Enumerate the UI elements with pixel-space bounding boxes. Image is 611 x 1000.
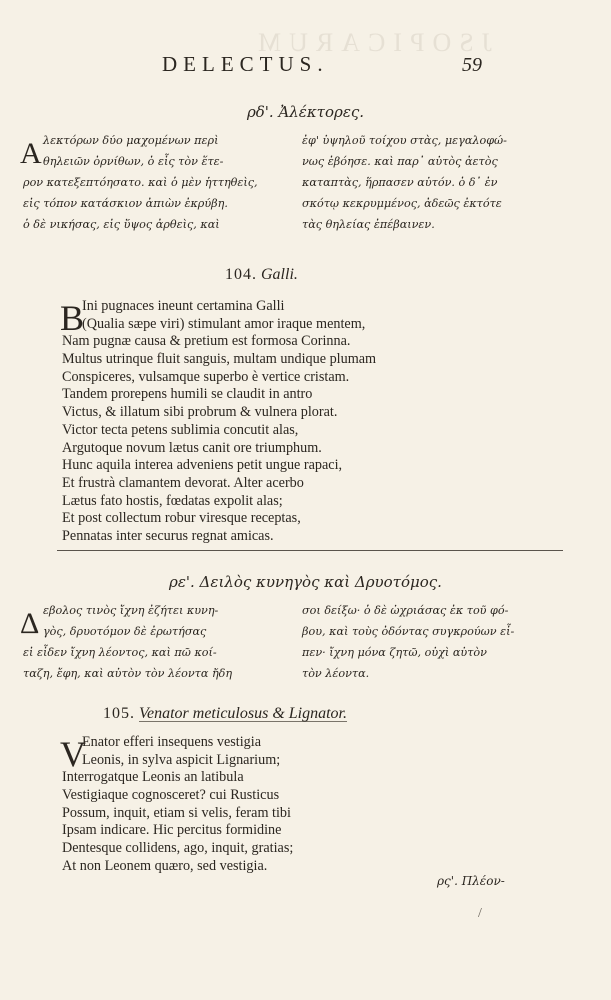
verse-line: Leonis, in sylva aspicit Lignarium; (82, 751, 281, 768)
greek-line: λεκτόρων δύο μαχομένων περὶ (43, 134, 219, 147)
verse-line: At non Leonem quæro, sed vestigia. (62, 857, 268, 874)
greek-dropcap-alpha: Α (20, 137, 42, 170)
verse-line: Enator efferi insequens vestigia (82, 734, 261, 750)
verse-line: Vestigiaque cognosceret? cui Rusticus (62, 787, 280, 804)
verse-line: Victor tecta petens sublimia concutit alas, (62, 421, 299, 438)
verse-line: Victus, & illatum sibi probrum & vulnera plorat. (62, 404, 338, 421)
greek-line: θηλειῶν ὀρνίθων, ὁ εἷς τὸν ἕτε- (43, 155, 224, 168)
verse-line: Interrogatque Leonis an latibula (62, 769, 244, 786)
greek-line: γὸς, δρυοτόμον δὲ ἐρωτήσας (43, 625, 207, 638)
section-divider (57, 550, 563, 551)
verse-line: Conspiceres, vulsamque superbo è vertice cristam. (62, 368, 350, 385)
greek-heading-104: ρδ'. Ἀλέκτορες. (246, 103, 365, 121)
verse-line: Multus utrinque fluit sanguis, multam undique plumam (62, 351, 377, 368)
greek-line: σοι δείξω· ὁ δὲ ὠχριάσας ἐκ τοῦ φό- (302, 604, 509, 617)
greek-line: εἰς τόπον κατάσκιον ἀπιὼν ἐκρύβη. (23, 197, 228, 210)
greek-line: ρον κατεξεπτόησατο. καὶ ὁ μὲν ἡττηθεὶς, (23, 176, 258, 189)
verse-line: Pennatas inter securus regnat amicas. (62, 527, 274, 544)
fable-number: 104. (225, 266, 257, 283)
greek-text-left-105 (23, 600, 233, 684)
greek-line: εβολος τινὸς ἴχνη ἐζήτει κυνη- (43, 604, 219, 617)
greek-text-left-104 (23, 130, 258, 235)
verse-line: Et post collectum robur viresque receptas, (62, 510, 301, 527)
greek-line: ἐφ' ὑψηλοῦ τοίχου στὰς, μεγαλοφώ- (302, 134, 507, 147)
page-number: 59 (462, 54, 482, 76)
latin-verses-105 (62, 734, 293, 876)
pen-mark: / (478, 906, 482, 921)
verse-line: (Qualia sæpe viri) stimulant amor iraque mentem, (82, 315, 366, 332)
greek-line: βου, καὶ τοὺς ὀδόντας συγκρούων εἶ- (302, 625, 515, 638)
verse-line: Ini pugnaces ineunt certamina Galli (82, 298, 285, 314)
greek-line: ὁ δὲ νικήσας, εἰς ὕψος ἀρθεὶς, καὶ (23, 218, 220, 231)
verse-line: Ipsam indicare. Hic percitus formidine (62, 822, 282, 839)
greek-line: τὸν λέοντα. (302, 667, 370, 680)
verse-line: Hunc aquila interea adveniens petit ungue rapaci, (62, 457, 343, 474)
show-through-text: JSOPICARUM (250, 28, 492, 57)
verse-line: Nam pugnæ causa & pretium est formosa Corinna. (62, 333, 351, 350)
greek-line: σκότῳ κεκρυμμένος, ἀδεῶς ἐκτότε (302, 197, 502, 210)
fable-title-104 (225, 266, 298, 284)
running-title: DELECTUS. (162, 52, 329, 76)
catchword: ρς'. Πλέον- (437, 874, 505, 888)
greek-line: εἰ εἶδεν ἴχνη λέοντος, καὶ πῶ κοί- (23, 646, 217, 659)
greek-line: πεν· ἴχνη μόνα ζητῶ, οὐχὶ αὐτὸν (302, 646, 487, 659)
greek-dropcap-delta: Δ (20, 607, 40, 640)
verse-line: Et frustrà clamantem devorat. Alter acerbo (62, 474, 304, 491)
verse-line: Possum, inquit, etiam si velis, feram tibi (62, 804, 291, 821)
verse-line: Lætus fato hostis, fœdatas expolit alas; (62, 492, 283, 509)
greek-text-right-104 (302, 130, 507, 235)
greek-line: καταπτὰς, ἥρπασεν αὐτόν. ὁ δ᾽ ἐν (302, 176, 498, 189)
verse-line: Dentesque collidens, ago, inquit, gratias; (62, 840, 294, 857)
fable-title-105 (103, 705, 347, 723)
fable-name: Venator meticulosus & Lignator. (139, 705, 348, 722)
verse-line: Tandem prorepens humili se claudit in antro (62, 386, 313, 403)
latin-dropcap-v: V (60, 734, 86, 774)
greek-line: τὰς θηλείας ἐπέβαινεν. (302, 218, 435, 231)
greek-line: νως ἐβόησε. καὶ παρ᾽ αὐτὸς ἀετὸς (302, 155, 498, 168)
fable-name: Galli. (261, 266, 298, 283)
running-head (0, 52, 611, 78)
latin-verses-104 (62, 298, 376, 546)
greek-text-right-105 (302, 600, 514, 684)
fable-number: 105. (103, 705, 135, 722)
latin-dropcap-b: B (60, 298, 85, 338)
greek-line: ταζη, ἔφη, καὶ αὐτὸν τὸν λέοντα ἤδη (23, 667, 233, 680)
verse-line: Argutoque novum lætus canit ore triumphum. (62, 439, 322, 456)
greek-heading-105: ρε'. Δειλὸς κυνηγὸς καὶ Δρυοτόμος. (169, 573, 442, 591)
